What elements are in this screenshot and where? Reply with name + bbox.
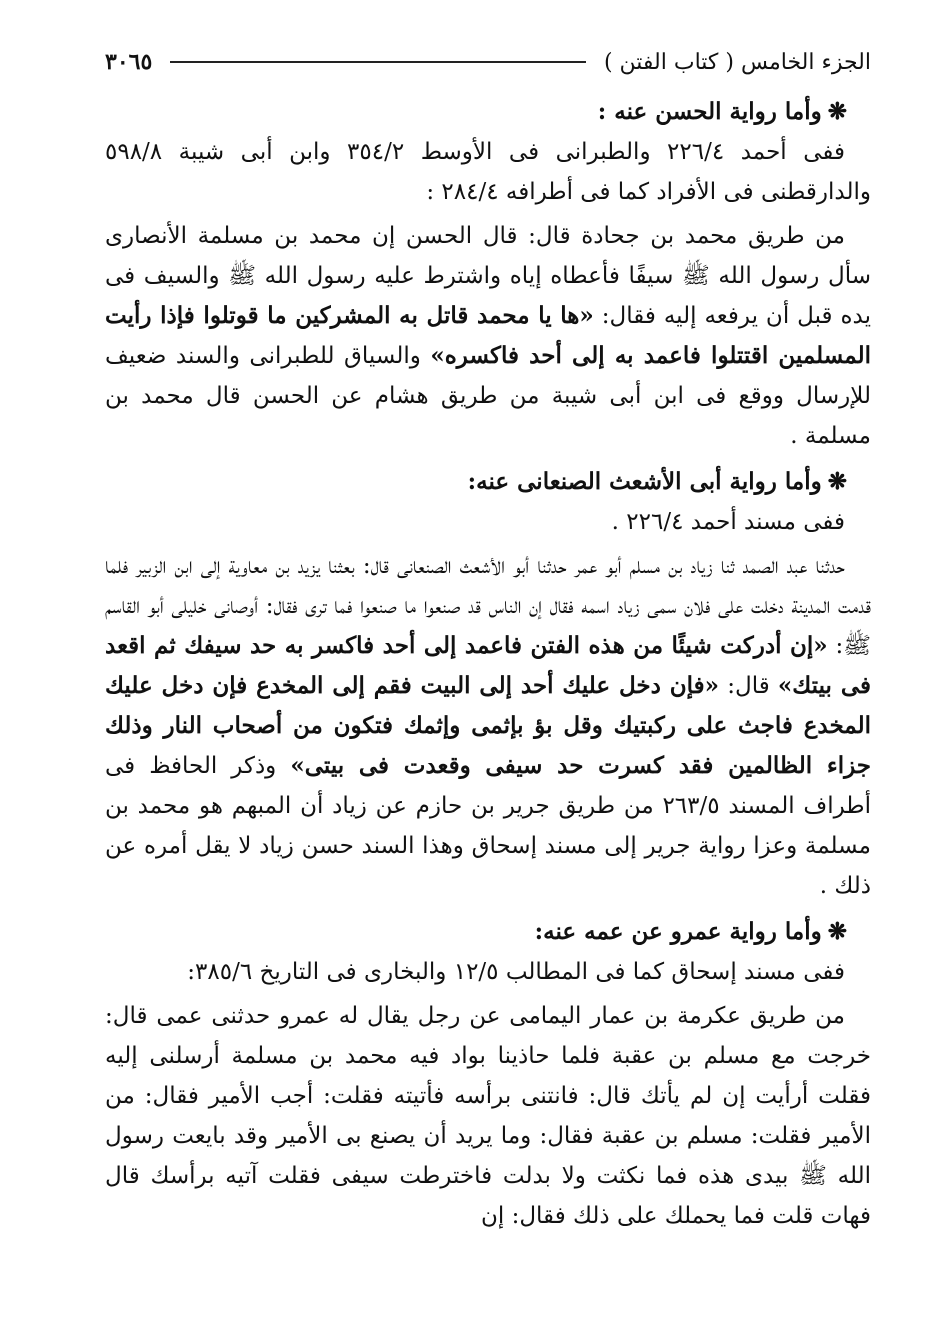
narration-paragraph xyxy=(105,216,871,456)
narration-text: من طريق محمد بن جحادة قال: قال الحسن إن محمد بن مسلمة الأنصارى سأل رسول الله ﷺ سيفًا فأعطاه إياه واشترط عليه رسول الله ﷺ والسيف فى يده قبل أن يرفعه إليه فقال: xyxy=(105,223,872,329)
source-reference: ففى مسند أحمد ٢٢٦/٤ . xyxy=(611,509,845,535)
section-heading xyxy=(105,912,847,952)
hadith-quote: «ها يا محمد قاتل به المشركين ما قوتلوا فإذا رأيت المسلمين اقتتلوا فاعمد به إلى أحد فاكسره» xyxy=(105,302,871,369)
page-header xyxy=(105,44,871,80)
source-reference: ففى أحمد ٢٢٦/٤ والطبرانى فى الأوسط ٣٥٤/٢ وابن أبى شيبة ٥٩٨/٨ والدارقطنى فى الأفراد كما فى أطرافه ٢٨٤/٤ : xyxy=(105,139,871,205)
star-icon: ❋ xyxy=(827,98,847,125)
star-icon: ❋ xyxy=(827,468,847,495)
heading-text: وأما رواية الحسن عنه : xyxy=(597,98,822,125)
section-heading xyxy=(105,92,847,132)
source-reference: ففى مسند إسحاق كما فى المطالب ١٢/٥ والبخارى فى التاريخ ٣٨٥/٦: xyxy=(187,959,845,985)
narration-text: وذكر الحافظ فى أطراف المسند ٢٦٣/٥ من طريق جرير بن حازم عن زياد أن المبهم هو محمد بن مسلمة وعزا رواية جرير إلى مسند إسحاق وهذا السند حسن زياد لا يقل أمره عن ذلك . xyxy=(105,753,871,899)
running-title: الجزء الخامس ( كتاب الفتن ) xyxy=(603,49,871,75)
star-icon: ❋ xyxy=(827,918,847,945)
section-heading xyxy=(105,462,847,502)
narration-paragraph xyxy=(105,546,871,906)
hadith-quote: «إن أدركت شيئًا من هذه الفتن فاعمد إلى أحد فاكسر به حد سيفك ثم اقعد فى بيتك» xyxy=(105,632,872,699)
header-rule xyxy=(170,61,586,63)
narration-text: والسياق للطبرانى والسند ضعيف للإرسال ووقع فى ابن أبى شيبة من طريق هشام عن الحسن قال محمد بن مسلمة . xyxy=(105,343,871,449)
narration-text: حدثنا عبد الصمد ثنا زياد بن مسلم أبو عمر حدثنا أبو الأشعث الصنعانى قال: بعثنا يزيد بن معاوية إلى ابن الزبير فلما قدمت المدينة دخلت على فلان سمى زياد اسمه فقال إن الناس قد صنعوا ما صنعوا فما ترى فقال: أوصانى خليلى أبو القاسم ﷺ: xyxy=(105,553,872,659)
hadith-quote: «فإن دخل عليك أحد إلى البيت فقم إلى المخدع فإن دخل عليك المخدع فاجث على ركبتيك وقل بؤ بإثمى وإثمك فتكون من أصحاب النار وذلك جزاء الظالمين فقد كسرت حد سيفى وقعدت فى بيتى» xyxy=(105,672,872,779)
heading-text: وأما رواية عمرو عن عمه عنه: xyxy=(534,918,822,945)
narration-paragraph xyxy=(105,996,871,1236)
heading-text: وأما رواية أبى الأشعث الصنعانى عنه: xyxy=(467,468,822,495)
page-number: ٣٠٦٥ xyxy=(105,49,153,75)
narration-text: من طريق عكرمة بن عمار اليمامى عن رجل يقال له عمرو حدثنى عمى قال: خرجت مع مسلم بن عقبة فلما حاذينا بواد فيه محمد بن مسلمة أرسلنى إليه فقلت أرأيت إن لم يأتك قال: فانتنى برأسه فأتيته فقلت: أجب الأمير فقال: من الأمير فقلت: مسلم بن عقبة فقال: وما يريد أن يصنع بى الأمير وقد بايعت رسول الله ﷺ بيدى هذه فما نكثت ولا بدلت فاخترطت سيفى فقلت آتيه برأسك قال فهات قلت فما يحملك على ذلك فقال: إن xyxy=(105,1003,871,1229)
narration-text: قال: xyxy=(727,673,770,699)
